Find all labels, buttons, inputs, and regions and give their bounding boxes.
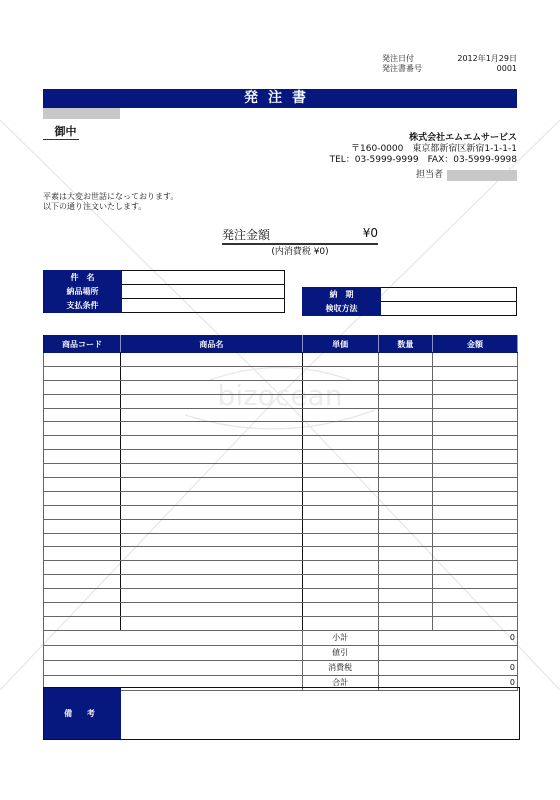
table-row xyxy=(44,561,518,575)
quantity-cell[interactable] xyxy=(378,491,432,505)
quantity-cell[interactable] xyxy=(378,533,432,547)
table-row xyxy=(44,436,518,450)
product-name-cell[interactable] xyxy=(121,505,303,519)
subject-label: 件 名 xyxy=(44,271,122,285)
product-name-cell[interactable] xyxy=(121,408,303,422)
unit-price-cell[interactable] xyxy=(302,422,378,436)
unit-price-cell[interactable] xyxy=(302,575,378,589)
table-row xyxy=(44,408,518,422)
summary-value xyxy=(378,645,517,660)
unit-price-cell[interactable] xyxy=(302,436,378,450)
company-block xyxy=(330,133,517,166)
amount-cell[interactable] xyxy=(433,561,518,575)
remarks-box xyxy=(43,687,520,740)
product-code-cell[interactable] xyxy=(44,547,121,561)
unit-price-cell[interactable] xyxy=(302,408,378,422)
quantity-cell[interactable] xyxy=(378,394,432,408)
inspection-method-field[interactable] xyxy=(381,302,517,316)
greeting xyxy=(43,192,178,212)
quantity-cell[interactable] xyxy=(378,408,432,422)
items-table xyxy=(43,335,518,691)
greeting-line-2: 以下の通り注文いたします。 xyxy=(43,202,147,211)
product-name-cell[interactable] xyxy=(121,366,303,380)
delivery-place-field[interactable] xyxy=(122,285,285,299)
table-row xyxy=(44,533,518,547)
unit-price-cell[interactable] xyxy=(302,394,378,408)
product-name-cell[interactable] xyxy=(121,394,303,408)
amount-cell[interactable] xyxy=(433,353,518,367)
order-meta xyxy=(382,54,517,74)
inspection-method-label: 検収方法 xyxy=(303,302,381,316)
company-name: 株式会社エムエムサービス xyxy=(409,133,517,143)
quantity-cell[interactable] xyxy=(378,561,432,575)
product-code-cell[interactable] xyxy=(44,589,121,603)
delivery-date-field[interactable] xyxy=(381,288,517,302)
summary-blank-cell xyxy=(44,660,303,675)
amount-cell[interactable] xyxy=(433,575,518,589)
unit-price-cell[interactable] xyxy=(302,533,378,547)
summary-blank-cell xyxy=(44,630,303,645)
payment-terms-field[interactable] xyxy=(122,299,285,313)
person-field[interactable] xyxy=(447,170,517,181)
payment-terms-label: 支払条件 xyxy=(44,299,122,313)
company-contact: TEL：03-5999-9999 FAX：03-5999-9998 xyxy=(329,155,517,165)
amount-cell[interactable] xyxy=(433,422,518,436)
page-title: 発注書 xyxy=(43,89,517,108)
table-row xyxy=(44,547,518,561)
product-code-cell[interactable] xyxy=(44,408,121,422)
quantity-cell[interactable] xyxy=(378,478,432,492)
table-row xyxy=(44,353,518,367)
info-left-table xyxy=(43,270,285,313)
amount-cell[interactable] xyxy=(433,366,518,380)
product-name-cell[interactable] xyxy=(121,436,303,450)
product-code-cell[interactable] xyxy=(44,616,121,630)
recipient-suffix xyxy=(43,123,79,140)
summary-label: 消費税 xyxy=(302,660,378,675)
unit-price-cell[interactable] xyxy=(302,353,378,367)
quantity-cell[interactable] xyxy=(378,436,432,450)
summary-value: 0 xyxy=(378,660,517,675)
unit-price-cell[interactable] xyxy=(302,519,378,533)
order-number-label: 発注書番号 xyxy=(382,64,422,73)
info-right-table xyxy=(302,287,517,316)
amount-cell[interactable] xyxy=(433,603,518,617)
product-code-cell[interactable] xyxy=(44,478,121,492)
quantity-cell[interactable] xyxy=(378,519,432,533)
table-row xyxy=(44,616,518,630)
delivery-place-label: 納品場所 xyxy=(44,285,122,299)
unit-price-cell[interactable] xyxy=(302,491,378,505)
unit-price-cell[interactable] xyxy=(302,464,378,478)
amount-cell[interactable] xyxy=(433,464,518,478)
summary-value: 0 xyxy=(378,630,517,645)
amount-cell[interactable] xyxy=(433,519,518,533)
product-code-cell[interactable] xyxy=(44,505,121,519)
column-quantity: 数量 xyxy=(378,336,432,353)
product-code-cell[interactable] xyxy=(44,519,121,533)
remarks-field[interactable] xyxy=(121,688,519,739)
person-label: 担当者 xyxy=(415,170,443,180)
product-name-cell[interactable] xyxy=(121,533,303,547)
quantity-cell[interactable] xyxy=(378,575,432,589)
product-name-cell[interactable] xyxy=(121,491,303,505)
quantity-cell[interactable] xyxy=(378,547,432,561)
greeting-line-1: 平素は大変お世話になっております。 xyxy=(43,192,179,201)
tax-note: (内消費税 ¥0) xyxy=(271,247,329,257)
quantity-cell[interactable] xyxy=(378,422,432,436)
quantity-cell[interactable] xyxy=(378,380,432,394)
amount-cell[interactable] xyxy=(433,408,518,422)
table-row xyxy=(44,380,518,394)
order-amount-label: 発注金額 xyxy=(222,228,271,242)
summary-label: 合計 xyxy=(302,675,378,690)
table-row xyxy=(44,519,518,533)
amount-cell[interactable] xyxy=(433,491,518,505)
table-row xyxy=(44,394,518,408)
table-row xyxy=(44,575,518,589)
order-amount-value: ¥0 xyxy=(362,226,378,240)
product-name-cell[interactable] xyxy=(121,547,303,561)
product-code-cell[interactable] xyxy=(44,533,121,547)
unit-price-cell[interactable] xyxy=(302,589,378,603)
quantity-cell[interactable] xyxy=(378,366,432,380)
product-code-cell[interactable] xyxy=(44,603,121,617)
subject-field[interactable] xyxy=(122,271,285,285)
quantity-cell[interactable] xyxy=(378,589,432,603)
product-name-cell[interactable] xyxy=(121,422,303,436)
delivery-date-label: 納 期 xyxy=(303,288,381,302)
amount-cell[interactable] xyxy=(433,505,518,519)
quantity-cell[interactable] xyxy=(378,505,432,519)
summary-label: 小計 xyxy=(302,630,378,645)
order-amount xyxy=(222,226,378,245)
company-address: 〒160-0000 東京都新宿区新宿1-1-1-1 xyxy=(351,144,517,154)
amount-cell[interactable] xyxy=(433,547,518,561)
amount-cell[interactable] xyxy=(433,450,518,464)
quantity-cell[interactable] xyxy=(378,616,432,630)
table-row xyxy=(44,603,518,617)
product-code-cell[interactable] xyxy=(44,464,121,478)
column-product-name: 商品名 xyxy=(121,336,303,353)
recipient-honorific: 御中 xyxy=(54,125,77,138)
order-number-value: 0001 xyxy=(496,64,517,73)
amount-cell[interactable] xyxy=(433,589,518,603)
product-name-cell[interactable] xyxy=(121,464,303,478)
product-code-cell[interactable] xyxy=(44,450,121,464)
person-in-charge xyxy=(416,170,517,181)
column-unit-price: 単価 xyxy=(302,336,378,353)
product-code-cell[interactable] xyxy=(44,561,121,575)
amount-cell[interactable] xyxy=(433,478,518,492)
summary-label: 値引 xyxy=(302,645,378,660)
unit-price-cell[interactable] xyxy=(302,603,378,617)
order-date-value: 2012年1月29日 xyxy=(457,54,517,63)
product-code-cell[interactable] xyxy=(44,436,121,450)
product-code-cell[interactable] xyxy=(44,491,121,505)
product-code-cell[interactable] xyxy=(44,422,121,436)
table-row xyxy=(44,478,518,492)
watermark-text: bizocean xyxy=(217,379,343,412)
product-name-cell[interactable] xyxy=(121,353,303,367)
product-code-cell[interactable] xyxy=(44,380,121,394)
product-name-cell[interactable] xyxy=(121,589,303,603)
unit-price-cell[interactable] xyxy=(302,366,378,380)
summary-row xyxy=(44,645,518,660)
product-name-cell[interactable] xyxy=(121,380,303,394)
product-code-cell[interactable] xyxy=(44,575,121,589)
unit-price-cell[interactable] xyxy=(302,380,378,394)
table-row xyxy=(44,366,518,380)
table-row xyxy=(44,450,518,464)
summary-blank-cell xyxy=(44,645,303,660)
product-name-cell[interactable] xyxy=(121,561,303,575)
unit-price-cell[interactable] xyxy=(302,478,378,492)
amount-cell[interactable] xyxy=(433,436,518,450)
recipient-name-field[interactable] xyxy=(43,108,120,119)
table-row xyxy=(44,491,518,505)
product-name-cell[interactable] xyxy=(121,478,303,492)
product-name-cell[interactable] xyxy=(121,450,303,464)
amount-cell[interactable] xyxy=(433,380,518,394)
table-row xyxy=(44,589,518,603)
unit-price-cell[interactable] xyxy=(302,547,378,561)
amount-cell[interactable] xyxy=(433,616,518,630)
product-name-cell[interactable] xyxy=(121,519,303,533)
amount-cell[interactable] xyxy=(433,533,518,547)
unit-price-cell[interactable] xyxy=(302,450,378,464)
order-date-label: 発注日付 xyxy=(382,54,414,63)
unit-price-cell[interactable] xyxy=(302,616,378,630)
quantity-cell[interactable] xyxy=(378,450,432,464)
quantity-cell[interactable] xyxy=(378,603,432,617)
column-amount: 金額 xyxy=(433,336,518,353)
amount-cell[interactable] xyxy=(433,394,518,408)
column-product-code: 商品コード xyxy=(44,336,121,353)
summary-row xyxy=(44,630,518,645)
summary-row xyxy=(44,660,518,675)
product-code-cell[interactable] xyxy=(44,394,121,408)
unit-price-cell[interactable] xyxy=(302,505,378,519)
product-code-cell[interactable] xyxy=(44,353,121,367)
product-name-cell[interactable] xyxy=(121,603,303,617)
product-name-cell[interactable] xyxy=(121,616,303,630)
table-row xyxy=(44,422,518,436)
product-name-cell[interactable] xyxy=(121,575,303,589)
unit-price-cell[interactable] xyxy=(302,561,378,575)
table-row xyxy=(44,505,518,519)
table-row xyxy=(44,464,518,478)
product-code-cell[interactable] xyxy=(44,366,121,380)
remarks-label: 備 考 xyxy=(44,688,121,739)
quantity-cell[interactable] xyxy=(378,464,432,478)
quantity-cell[interactable] xyxy=(378,353,432,367)
summary-value: 0 xyxy=(378,675,517,690)
